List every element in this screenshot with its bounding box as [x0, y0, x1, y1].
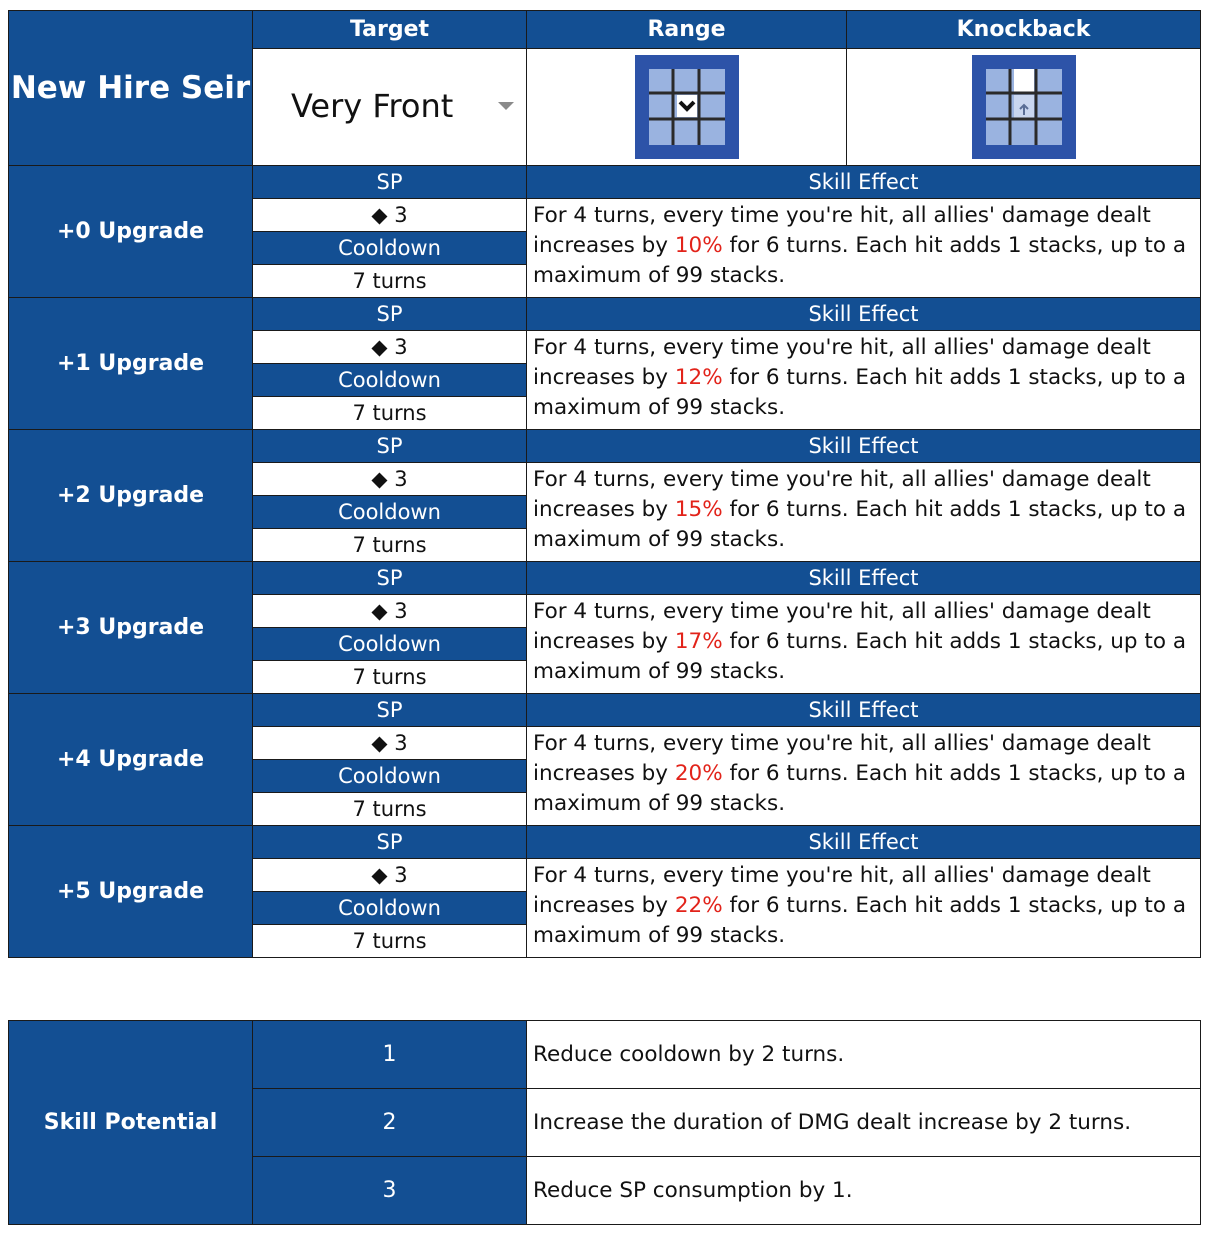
skill-effect-text: [527, 859, 1201, 958]
skill-effect-text: [527, 331, 1201, 430]
effect-text-post: for 6 turns. Each hit adds 1 stacks, up to a maximum of 99 stacks.: [533, 365, 1187, 420]
potential-number: 1: [253, 1021, 527, 1089]
cooldown-label: Cooldown: [253, 496, 527, 529]
potential-number: 3: [253, 1157, 527, 1225]
skill-effect-text: [527, 727, 1201, 826]
potential-number: 2: [253, 1089, 527, 1157]
diamond-icon: ◆: [371, 203, 388, 227]
upgrade-label: +2 Upgrade: [9, 430, 253, 562]
effect-text-pre: For 4 turns, every time you're hit, all allies' damage dealt increases by: [533, 599, 1151, 654]
diamond-icon: ◆: [371, 599, 388, 623]
effect-text-pre: For 4 turns, every time you're hit, all allies' damage dealt increases by: [533, 731, 1151, 786]
sp-number: 3: [394, 467, 408, 491]
cooldown-label: Cooldown: [253, 232, 527, 265]
skill-effect-label: Skill Effect: [527, 166, 1201, 199]
unit-name: New Hire Seir: [9, 11, 253, 166]
diamond-icon: ◆: [371, 863, 388, 887]
cooldown-label: Cooldown: [253, 628, 527, 661]
effect-text-pre: For 4 turns, every time you're hit, all allies' damage dealt increases by: [533, 335, 1151, 390]
upgrade-label: +4 Upgrade: [9, 694, 253, 826]
cooldown-label: Cooldown: [253, 892, 527, 925]
upgrade-label: +0 Upgrade: [9, 166, 253, 298]
cooldown-value: 7 turns: [253, 925, 527, 958]
sp-number: 3: [394, 863, 408, 887]
range-grid-icon: [635, 55, 739, 159]
skill-effect-text: [527, 199, 1201, 298]
effect-value: 22%: [674, 893, 723, 918]
skill-effect-text: [527, 595, 1201, 694]
skill-potential-label: Skill Potential: [9, 1021, 253, 1225]
effect-text-post: for 6 turns. Each hit adds 1 stacks, up to a maximum of 99 stacks.: [533, 893, 1187, 948]
sp-label: SP: [253, 166, 527, 199]
upgrade-label: +3 Upgrade: [9, 562, 253, 694]
skill-effect-label: Skill Effect: [527, 826, 1201, 859]
cooldown-label: Cooldown: [253, 364, 527, 397]
sp-label: SP: [253, 298, 527, 331]
effect-text-pre: For 4 turns, every time you're hit, all allies' damage dealt increases by: [533, 863, 1151, 918]
sp-label: SP: [253, 430, 527, 463]
chevron-down-icon[interactable]: [498, 102, 514, 110]
effect-text-post: for 6 turns. Each hit adds 1 stacks, up to a maximum of 99 stacks.: [533, 497, 1187, 552]
skill-effect-label: Skill Effect: [527, 430, 1201, 463]
target-select[interactable]: [253, 49, 527, 166]
range-cell: [527, 49, 847, 166]
potential-description: Reduce SP consumption by 1.: [527, 1157, 1201, 1225]
cooldown-value: 7 turns: [253, 793, 527, 826]
sp-label: SP: [253, 826, 527, 859]
sp-value: [253, 331, 527, 364]
upgrade-label: +1 Upgrade: [9, 298, 253, 430]
sp-label: SP: [253, 694, 527, 727]
effect-text-post: for 6 turns. Each hit adds 1 stacks, up to a maximum of 99 stacks.: [533, 761, 1187, 816]
target-value: Very Front: [291, 87, 454, 125]
knockback-grid-icon: [972, 55, 1076, 159]
skill-effect-label: Skill Effect: [527, 694, 1201, 727]
effect-value: 12%: [674, 365, 723, 390]
skill-table: [8, 10, 1201, 958]
potential-description: Increase the duration of DMG dealt increase by 2 turns.: [527, 1089, 1201, 1157]
effect-value: 10%: [674, 233, 723, 258]
effect-value: 20%: [674, 761, 723, 786]
skill-potential-table: [8, 1020, 1201, 1225]
sp-value: [253, 595, 527, 628]
sp-number: 3: [394, 335, 408, 359]
cooldown-value: 7 turns: [253, 661, 527, 694]
sp-number: 3: [394, 203, 408, 227]
skill-effect-label: Skill Effect: [527, 562, 1201, 595]
effect-text-pre: For 4 turns, every time you're hit, all allies' damage dealt increases by: [533, 467, 1151, 522]
sp-value: [253, 859, 527, 892]
sp-value: [253, 463, 527, 496]
upgrade-label: +5 Upgrade: [9, 826, 253, 958]
diamond-icon: ◆: [371, 335, 388, 359]
sp-number: 3: [394, 731, 408, 755]
effect-value: 17%: [674, 629, 723, 654]
sp-label: SP: [253, 562, 527, 595]
cooldown-value: 7 turns: [253, 265, 527, 298]
cooldown-value: 7 turns: [253, 397, 527, 430]
skill-effect-label: Skill Effect: [527, 298, 1201, 331]
range-header: Range: [527, 11, 847, 49]
effect-value: 15%: [674, 497, 723, 522]
target-header: Target: [253, 11, 527, 49]
cooldown-value: 7 turns: [253, 529, 527, 562]
sp-value: [253, 199, 527, 232]
effect-text-pre: For 4 turns, every time you're hit, all allies' damage dealt increases by: [533, 203, 1151, 258]
knockback-cell: [847, 49, 1201, 166]
effect-text-post: for 6 turns. Each hit adds 1 stacks, up to a maximum of 99 stacks.: [533, 629, 1187, 684]
sp-value: [253, 727, 527, 760]
diamond-icon: ◆: [371, 467, 388, 491]
sp-number: 3: [394, 599, 408, 623]
cooldown-label: Cooldown: [253, 760, 527, 793]
knockback-header: Knockback: [847, 11, 1201, 49]
diamond-icon: ◆: [371, 731, 388, 755]
effect-text-post: for 6 turns. Each hit adds 1 stacks, up to a maximum of 99 stacks.: [533, 233, 1187, 288]
potential-description: Reduce cooldown by 2 turns.: [527, 1021, 1201, 1089]
skill-effect-text: [527, 463, 1201, 562]
